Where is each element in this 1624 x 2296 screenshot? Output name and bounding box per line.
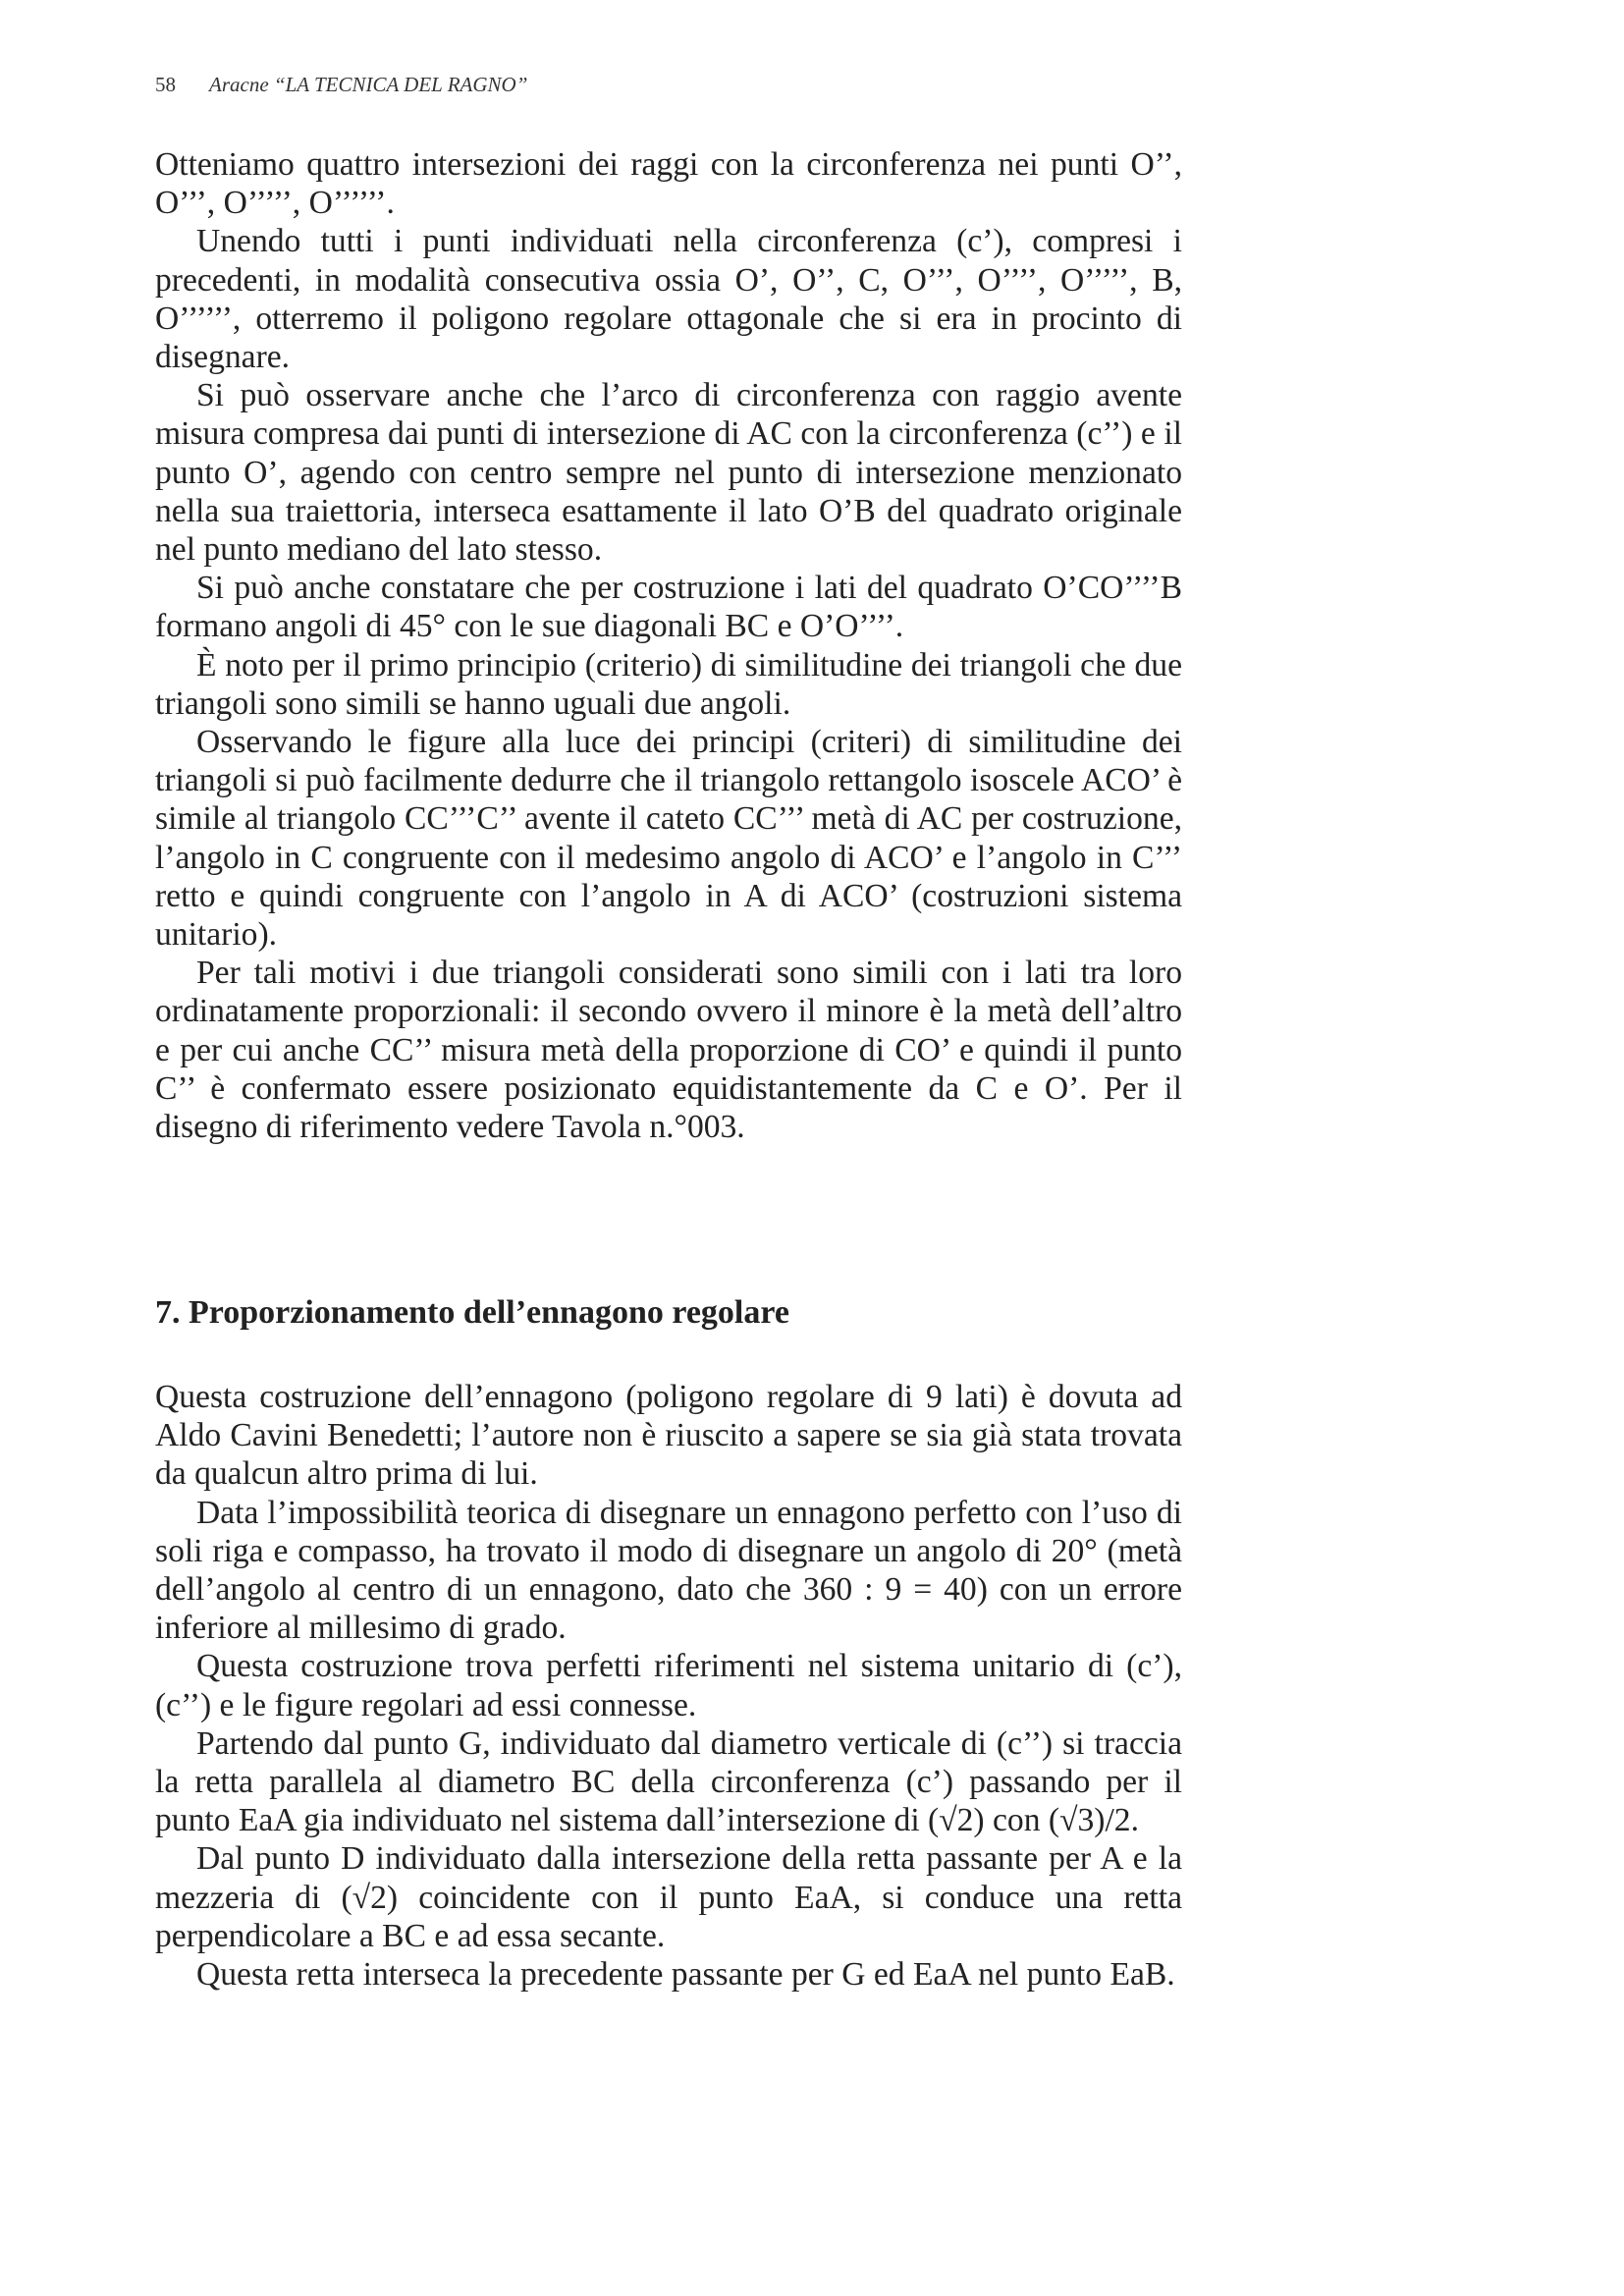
paragraph: Unendo tutti i punti individuati nella circonferenza (c’), compresi i precedenti, in modalità consecutiva ossia O’, O’’, C, O’’’, O’’’’, O’’’’’, B, O’’’’’’, otterremo il poligono regolare ottagonale che si era in procinto di disegnare.	[155, 223, 1182, 376]
body-text-upper	[155, 145, 1182, 1146]
section-heading: 7. Proporzionamento dell’ennagono regolare	[155, 1294, 789, 1331]
running-title: Aracne “LA TECNICA DEL RAGNO”	[209, 73, 528, 96]
body-text-lower	[155, 1378, 1182, 1994]
paragraph: Si può anche constatare che per costruzione i lati del quadrato O’CO’’’’B formano angoli di 45° con le sue diagonali BC e O’O’’’’.	[155, 570, 1182, 645]
running-header	[155, 73, 527, 97]
paragraph: Data l’impossibilità teorica di disegnare un ennagono perfetto con l’uso di soli riga e compasso, ha trovato il modo di disegnare un angolo di 20° (metà dell’angolo al centro di un ennagono, dato che 360 : 9 = 40) con un errore inferiore al millesimo di grado.	[155, 1494, 1182, 1647]
paragraph: Questa costruzione trova perfetti riferimenti nel sistema unitario di (c’), (c’’) e le figure regolari ad essi connesse.	[155, 1648, 1182, 1723]
paragraph: Per tali motivi i due triangoli considerati sono simili con i lati tra loro ordinatamente proporzionali: il secondo ovvero il minore è la metà dell’altro e per cui anche CC’’ misura metà della proporzione di CO’ e quindi il punto C’’ è confermato essere posizionato equidistantemente da C e O’. Per il disegno di riferimento vedere Tavola n.°003.	[155, 955, 1182, 1146]
paragraph: Osservando le figure alla luce dei principi (criteri) di similitudine dei triangoli si può facilmente dedurre che il triangolo rettangolo isoscele ACO’ è simile al triangolo CC’’’C’’ avente il cateto CC’’’ metà di AC per costruzione, l’angolo in C congruente con il medesimo angolo di ACO’ e l’angolo in C’’’ retto e quindi congruente con l’angolo in A di ACO’ (costruzioni sistema unitario).	[155, 724, 1182, 954]
paragraph: Si può osservare anche che l’arco di circonferenza con raggio avente misura compresa dai punti di intersezione di AC con la circonferenza (c’’) e il punto O’, agendo con centro sempre nel punto di intersezione menzionato nella sua traiettoria, interseca esattamente il lato O’B del quadrato originale nel punto mediano del lato stesso.	[155, 377, 1182, 569]
paragraph: È noto per il primo principio (criterio) di similitudine dei triangoli che due triangoli sono simili se hanno uguali due angoli.	[155, 646, 1182, 722]
paragraph: Partendo dal punto G, individuato dal diametro verticale di (c’’) si traccia la retta parallela al diametro BC della circonferenza (c’) passando per il punto EaA gia individuato nel sistema dall’intersezione di (√2) con (√3)/2.	[155, 1724, 1182, 1839]
paragraph: Dal punto D individuato dalla intersezione della retta passante per A e la mezzeria di (√2) coincidente con il punto EaA, si conduce una retta perpendicolare a BC e ad essa secante.	[155, 1840, 1182, 1954]
paragraph: Otteniamo quattro intersezioni dei raggi con la circonferenza nei punti O’’, O’’’, O’’’’’, O’’’’’’.	[155, 146, 1182, 222]
paragraph: Questa retta interseca la precedente passante per G ed EaA nel punto EaB.	[196, 1956, 1175, 1994]
page-number: 58	[155, 73, 176, 96]
paragraph: Questa costruzione dell’ennagono (poligono regolare di 9 lati) è dovuta ad Aldo Cavini Benedetti; l’autore non è riuscito a sapere se sia già stata trovata da qualcun altro prima di lui.	[155, 1379, 1182, 1493]
